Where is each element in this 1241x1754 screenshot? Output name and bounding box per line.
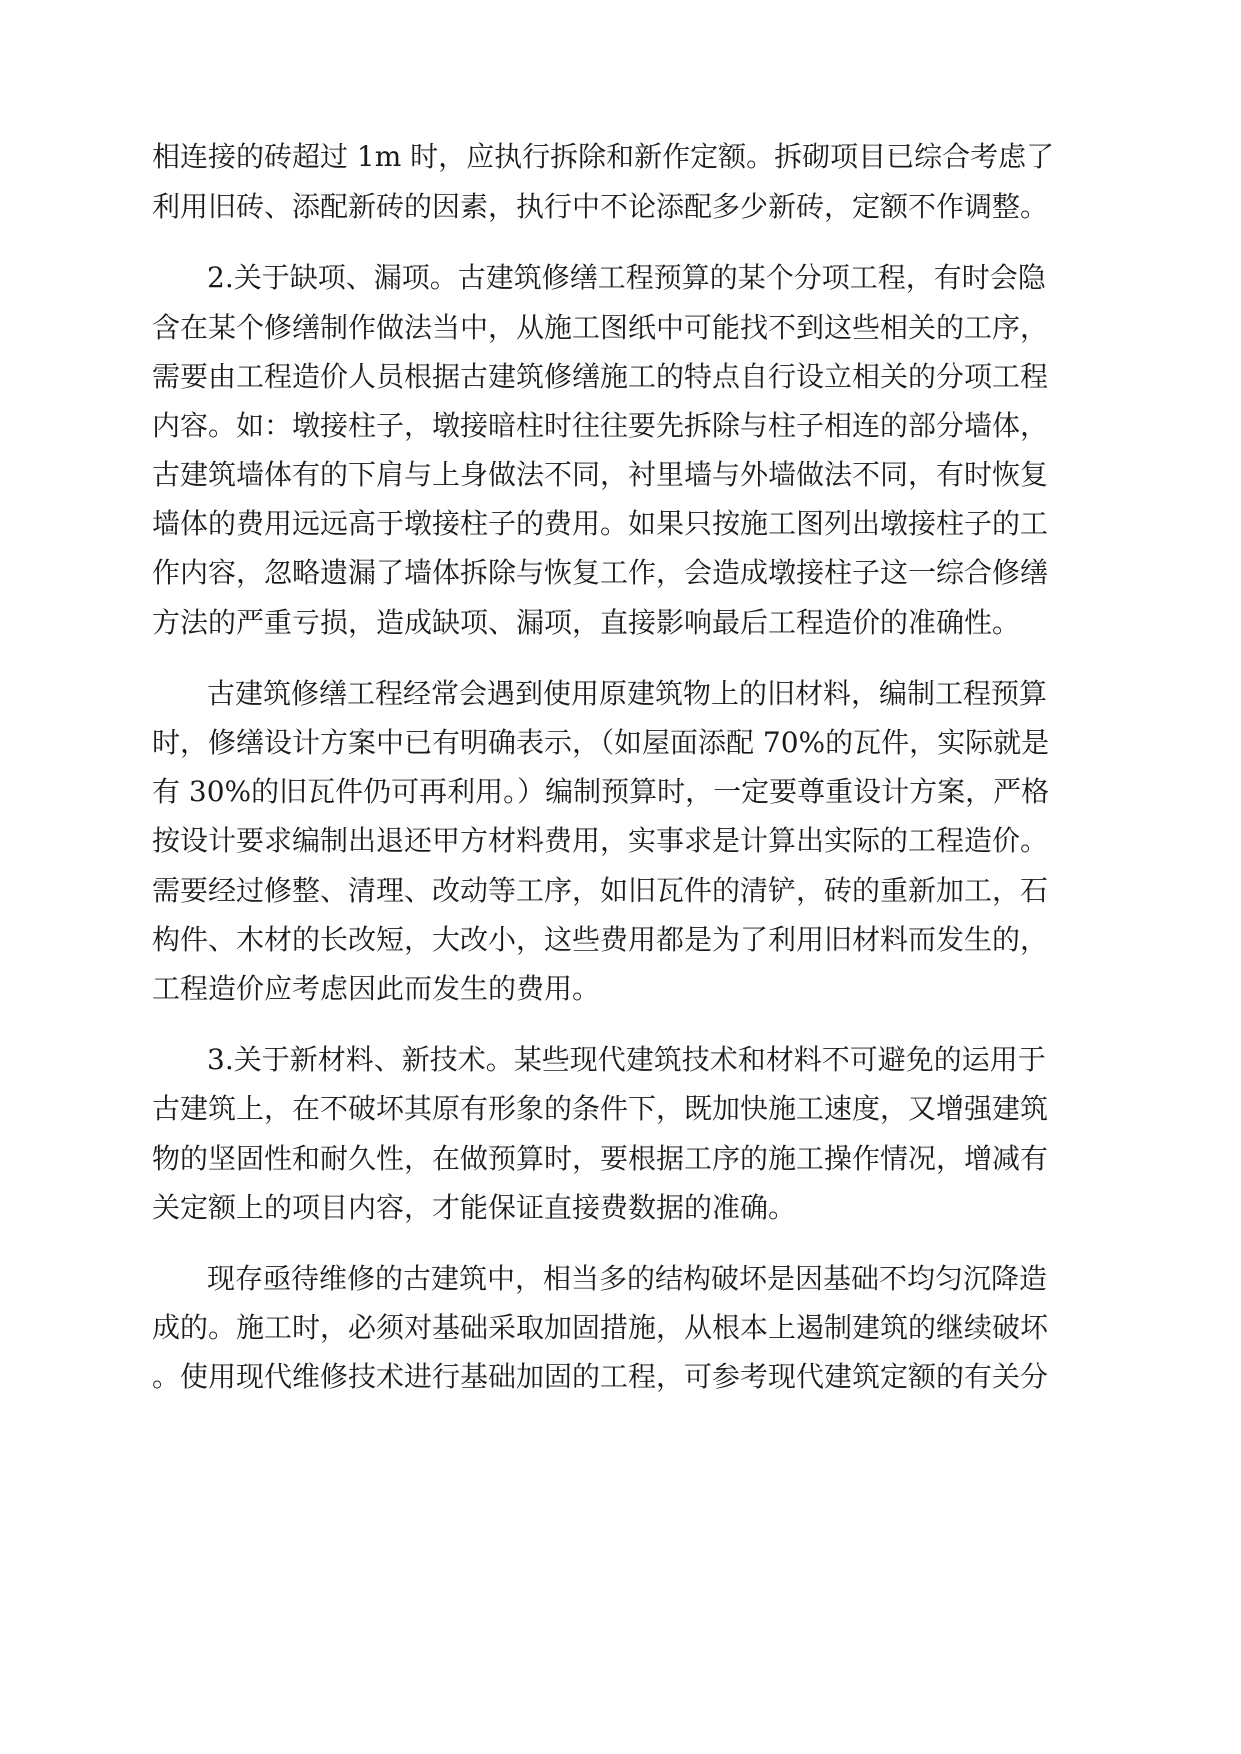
text-line: 需要由工程造价人员根据古建筑修缮施工的特点自行设立相关的分项工程 (152, 360, 1049, 393)
text-line: 3.关于新材料、新技术。某些现代建筑技术和材料不可避免的运用于 (207, 1043, 1046, 1076)
text-line: 含在某个修缮制作做法当中，从施工图纸中可能找不到这些相关的工序， (152, 311, 1049, 344)
text-line: 成的。施工时，必须对基础采取加固措施，从根本上遏制建筑的继续破坏 (152, 1311, 1049, 1344)
text-line: 古建筑墙体有的下肩与上身做法不同，衬里墙与外墙做法不同，有时恢复 (152, 458, 1049, 491)
text-line: 物的坚固性和耐久性，在做预算时，要根据工序的施工操作情况，增减有 (152, 1142, 1049, 1175)
text-line: 按设计要求编制出退还甲方材料费用，实事求是计算出实际的工程造价。 (152, 824, 1049, 857)
text-line: 古建筑修缮工程经常会遇到使用原建筑物上的旧材料，编制工程预算 (207, 677, 1048, 710)
text-line: 古建筑上，在不破坏其原有形象的条件下，既加快施工速度，又增强建筑 (152, 1092, 1049, 1125)
text-line: 墙体的费用远远高于墩接柱子的费用。如果只按施工图列出墩接柱子的工 (152, 507, 1049, 540)
text-line: 构件、木材的长改短，大改小，这些费用都是为了利用旧材料而发生的， (152, 923, 1049, 956)
text-line: 需要经过修整、清理、改动等工序，如旧瓦件的清铲，砖的重新加工，石 (152, 874, 1049, 907)
text-line: 内容。如：墩接柱子，墩接暗柱时往往要先拆除与柱子相连的部分墙体， (152, 409, 1049, 442)
text-line: 。使用现代维修技术进行基础加固的工程，可参考现代建筑定额的有关分 (152, 1360, 1049, 1393)
text-line: 2.关于缺项、漏项。古建筑修缮工程预算的某个分项工程，有时会隐 (207, 261, 1046, 294)
text-line: 方法的严重亏损，造成缺项、漏项，直接影响最后工程造价的准确性。 (152, 606, 1021, 639)
text-line: 时，修缮设计方案中已有明确表示，（如屋面添配 70%的瓦件，实际就是 (152, 726, 1050, 759)
text-line: 有 30%的旧瓦件仍可再利用。）编制预算时，一定要尊重设计方案，严格 (152, 775, 1050, 808)
text-line: 工程造价应考虑因此而发生的费用。 (152, 972, 601, 1005)
text-line: 关定额上的项目内容，才能保证直接费数据的准确。 (152, 1191, 797, 1224)
text-line: 相连接的砖超过 1m 时，应执行拆除和新作定额。拆砌项目已综合考虑了 (152, 140, 1055, 173)
text-line: 现存亟待维修的古建筑中，相当多的结构破坏是因基础不均匀沉降造 (207, 1262, 1048, 1295)
text-line: 作内容，忽略遗漏了墙体拆除与恢复工作，会造成墩接柱子这一综合修缮 (152, 556, 1049, 589)
text-line: 利用旧砖、添配新砖的因素，执行中不论添配多少新砖，定额不作调整。 (152, 190, 1049, 223)
